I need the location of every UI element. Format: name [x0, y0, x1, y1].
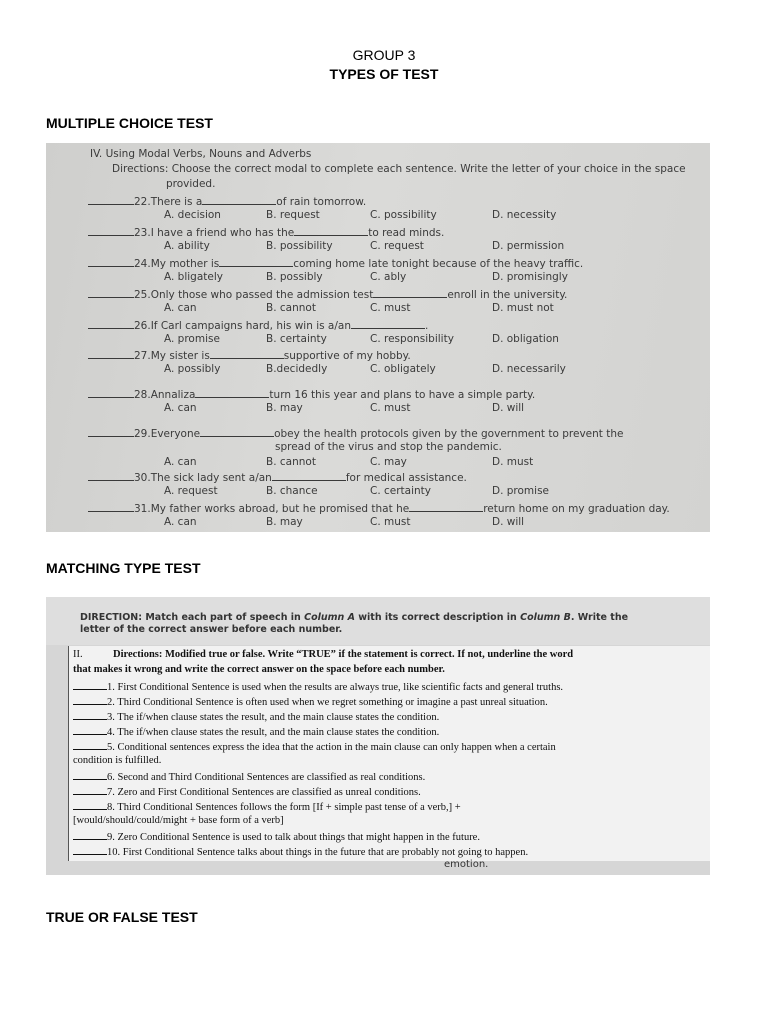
option-d: D. promisingly: [492, 271, 568, 283]
tf-item-8-cont: [would/should/could/might + base form of a verb]: [73, 815, 284, 826]
fill-blank: [351, 318, 425, 329]
question-26: [88, 318, 428, 332]
answer-blank[interactable]: [88, 287, 134, 298]
question-number: 28.: [134, 389, 151, 401]
option-b: B. cannot: [266, 302, 316, 314]
fill-blank: [294, 225, 368, 236]
tf-directions: Directions: Modified true or false. Write “TRUE” if the statement is correct. If not, underline the word: [113, 649, 574, 660]
option-d: D. necessarily: [492, 363, 566, 375]
tf-item: [73, 830, 480, 843]
option-c: C. possibility: [370, 209, 437, 221]
tf-item-text: 2. Third Conditional Sentence is often used when we regret something or imagine a past unreal situation.: [107, 697, 548, 708]
tf-item: [73, 800, 461, 813]
question-text-cont: of rain tomorrow.: [276, 196, 367, 208]
worksheet-directions: Directions: Choose the correct modal to complete each sentence. Write the letter of your choice in the space: [112, 163, 686, 175]
option-b: B. chance: [266, 485, 318, 497]
question-number: 25.: [134, 289, 151, 301]
option-a: A. promise: [164, 333, 220, 345]
option-a: A. can: [164, 302, 197, 314]
tf-item-text: 5. Conditional sentences express the idea that the action in the main clause can only happen when a certain: [107, 742, 556, 753]
answer-blank[interactable]: [73, 740, 107, 750]
question-text-line2: spread of the virus and stop the pandemic.: [275, 441, 502, 453]
tf-item-5-cont: condition is fulfilled.: [73, 755, 162, 766]
answer-blank[interactable]: [88, 256, 134, 267]
question-text-cont: to read minds.: [368, 227, 445, 239]
question-text: If Carl campaigns hard, his win is a/an: [150, 320, 351, 332]
fill-blank: [409, 501, 483, 512]
option-a: A. can: [164, 402, 197, 414]
question-25: [88, 287, 567, 301]
option-c: C. must: [370, 516, 411, 528]
tf-item-text: 8. Third Conditional Sentences follows the form [If + simple past tense of a verb,] +: [107, 802, 461, 813]
option-d: D. will: [492, 516, 525, 528]
tf-item-text: 4. The if/when clause states the result, and the main clause states the condition.: [107, 727, 440, 738]
worksheet-heading: IV. Using Modal Verbs, Nouns and Adverbs: [90, 148, 312, 160]
option-a: A. can: [164, 516, 197, 528]
question-text-cont: obey the health protocols given by the government to prevent the: [274, 428, 624, 440]
option-b: B. possibly: [266, 271, 323, 283]
option-a: A. possibly: [164, 363, 221, 375]
option-c: C. responsibility: [370, 333, 454, 345]
question-text-cont: enroll in the university.: [447, 289, 568, 301]
option-c: C. request: [370, 240, 424, 252]
matching-worksheet-image: [46, 597, 710, 875]
tf-item-text: 10. First Conditional Sentence talks about things in the future that are probably not going to happen.: [107, 847, 529, 858]
question-number: 23.: [134, 227, 151, 239]
option-c: C. obligately: [370, 363, 436, 375]
section-title-multiple-choice: MULTIPLE CHOICE TEST: [46, 115, 213, 131]
option-c: C. must: [370, 302, 411, 314]
fill-blank: [200, 426, 274, 437]
question-text: Annaliza: [150, 389, 196, 401]
question-text: There is a: [150, 196, 203, 208]
question-30: [88, 470, 467, 484]
option-d: D. must not: [492, 302, 554, 314]
answer-blank[interactable]: [73, 800, 107, 810]
fill-blank: [219, 256, 293, 267]
option-a: A. can: [164, 456, 197, 468]
question-31: [88, 501, 670, 515]
question-number: 26.: [134, 320, 151, 332]
answer-blank[interactable]: [73, 830, 107, 840]
question-text-cont: turn 16 this year and plans to have a simple party.: [269, 389, 536, 401]
worksheet-directions-cont: provided.: [166, 178, 216, 190]
option-d: D. will: [492, 402, 525, 414]
answer-blank[interactable]: [88, 194, 134, 205]
tf-item: [73, 785, 421, 798]
question-number: 27.: [134, 350, 151, 362]
tf-item: [73, 680, 563, 693]
answer-blank[interactable]: [88, 225, 134, 236]
option-b: B. request: [266, 209, 320, 221]
option-c: C. certainty: [370, 485, 432, 497]
tf-item: [73, 725, 439, 738]
tf-item-text: 3. The if/when clause states the result, and the main clause states the condition.: [107, 712, 440, 723]
question-text: The sick lady sent a/an: [150, 472, 272, 484]
question-23: [88, 225, 444, 239]
tf-directions-cont: that makes it wrong and write the correct answer on the space before each number.: [73, 664, 445, 675]
group-label: GROUP 3: [352, 47, 416, 63]
fill-blank: [272, 470, 346, 481]
tf-item: [73, 695, 548, 708]
option-d: D. must: [492, 456, 534, 468]
question-number: 22.: [134, 196, 151, 208]
answer-blank[interactable]: [73, 695, 107, 705]
answer-blank[interactable]: [88, 426, 134, 437]
question-number: 30.: [134, 472, 151, 484]
question-text-cont: for medical assistance.: [345, 472, 467, 484]
answer-blank[interactable]: [73, 770, 107, 780]
tf-item: [73, 845, 528, 858]
option-d: D. necessity: [492, 209, 557, 221]
option-d: D. permission: [492, 240, 565, 252]
answer-blank[interactable]: [73, 710, 107, 720]
question-number: 29.: [134, 428, 151, 440]
answer-blank[interactable]: [88, 318, 134, 329]
matching-direction: DIRECTION: Match each part of speech in Column A with its correct description in Column B. Write the letter of the correct answer before each number.: [80, 612, 629, 635]
option-b: B. possibility: [266, 240, 333, 252]
fill-blank: [373, 287, 447, 298]
question-text: My sister is: [150, 350, 210, 362]
option-c: C. ably: [370, 271, 407, 283]
fill-blank: [195, 387, 269, 398]
question-24: [88, 256, 583, 270]
tf-item: [73, 740, 556, 753]
option-a: A. bligately: [164, 271, 223, 283]
answer-blank[interactable]: [88, 501, 134, 512]
answer-blank[interactable]: [73, 785, 107, 795]
page-title: TYPES OF TEST: [329, 66, 439, 82]
tf-item: [73, 770, 425, 783]
option-d: D. promise: [492, 485, 550, 497]
question-text-cont: supportive of my hobby.: [283, 350, 411, 362]
answer-blank[interactable]: [73, 845, 107, 855]
option-a: A. decision: [164, 209, 221, 221]
option-b: B. may: [266, 402, 303, 414]
answer-blank[interactable]: [88, 387, 134, 398]
question-text: My father works abroad, but he promised that he: [150, 503, 410, 515]
tf-item-text: 1. First Conditional Sentence is used when the results are always true, like scientific facts and general truths.: [107, 682, 564, 693]
option-a: A. request: [164, 485, 218, 497]
section-title-matching: MATCHING TYPE TEST: [46, 560, 201, 576]
question-29: [88, 426, 623, 440]
answer-blank[interactable]: [88, 348, 134, 359]
option-c: C. must: [370, 402, 411, 414]
question-28: [88, 387, 535, 401]
fill-blank: [202, 194, 276, 205]
option-b: B.decidedly: [266, 363, 328, 375]
question-text: Everyone: [150, 428, 201, 440]
answer-blank[interactable]: [73, 725, 107, 735]
question-22: [88, 194, 366, 208]
question-text: Only those who passed the admission test: [150, 289, 374, 301]
question-text-cont: return home on my graduation day.: [483, 503, 670, 515]
tf-item: [73, 710, 439, 723]
tf-item-text: 7. Zero and First Conditional Sentences are classified as unreal conditions.: [107, 787, 421, 798]
option-a: A. ability: [164, 240, 210, 252]
question-text-cont: coming home late tonight because of the heavy traffic.: [293, 258, 584, 270]
tf-item-text: 9. Zero Conditional Sentence is used to talk about things that might happen in the future.: [107, 832, 480, 843]
answer-blank[interactable]: [88, 470, 134, 481]
emotion-text: emotion.: [444, 859, 489, 870]
multiple-choice-worksheet-image: [46, 143, 710, 532]
question-text: My mother is: [150, 258, 220, 270]
option-b: B. certainty: [266, 333, 327, 345]
question-number: 24.: [134, 258, 151, 270]
question-text-cont: .: [424, 320, 429, 332]
question-text: I have a friend who has the: [150, 227, 295, 239]
option-c: C. may: [370, 456, 407, 468]
true-false-paper: [68, 646, 710, 861]
option-d: D. obligation: [492, 333, 559, 345]
roman-numeral: II.: [73, 649, 83, 660]
tf-item-text: 6. Second and Third Conditional Sentences are classified as real conditions.: [107, 772, 426, 783]
section-title-true-false: TRUE OR FALSE TEST: [46, 909, 198, 925]
answer-blank[interactable]: [73, 680, 107, 690]
option-b: B. cannot: [266, 456, 316, 468]
question-27: [88, 348, 411, 362]
question-number: 31.: [134, 503, 151, 515]
option-b: B. may: [266, 516, 303, 528]
fill-blank: [210, 348, 284, 359]
